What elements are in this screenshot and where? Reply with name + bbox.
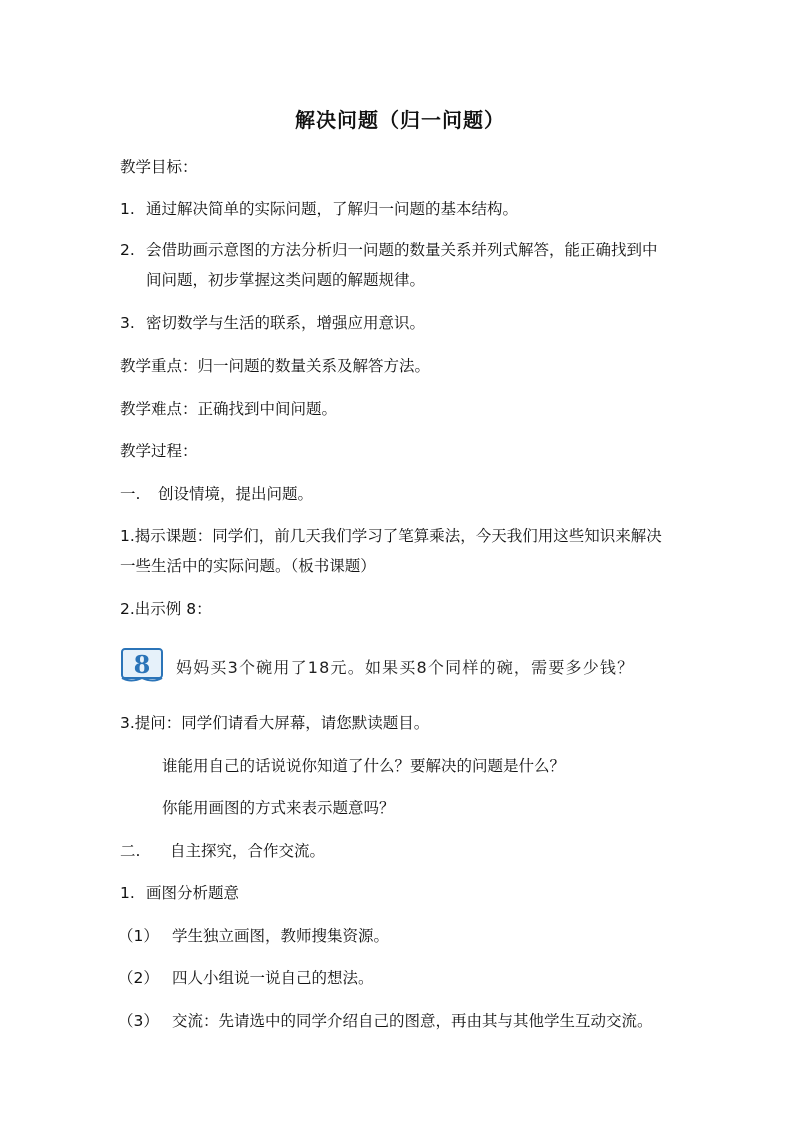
example-badge-icon bbox=[120, 647, 164, 683]
goal-number: 3. bbox=[120, 314, 135, 332]
subsection-number: 1. bbox=[120, 884, 135, 902]
subsection-1 bbox=[120, 883, 239, 903]
list-item-text: 学生独立画图，教师搜集资源。 bbox=[172, 927, 390, 945]
goal-text: 通过解决简单的实际问题，了解归一问题的基本结构。 bbox=[146, 200, 519, 218]
difficulty: 教学难点：正确找到中间问题。 bbox=[120, 400, 338, 418]
question-1: 谁能用自己的话说说你知道了什么？要解决的问题是什么？ bbox=[162, 757, 566, 775]
goal-number: 1. bbox=[120, 200, 135, 218]
list-item-text: 四人小组说一说自己的想法。 bbox=[172, 969, 374, 987]
example-number: 8 bbox=[133, 650, 151, 679]
question-2: 你能用画图的方式来表示题意吗？ bbox=[162, 799, 395, 817]
goal-item-2-continued: 间问题，初步掌握这类问题的解题规律。 bbox=[146, 271, 426, 289]
section-text: 创设情境，提出问题。 bbox=[158, 485, 314, 503]
list-item-number: （3） bbox=[118, 1012, 159, 1030]
process-heading: 教学过程： bbox=[120, 442, 198, 460]
section-number: 二. bbox=[120, 842, 141, 860]
goal-number: 2. bbox=[120, 241, 135, 259]
example-8-box bbox=[120, 645, 680, 687]
key-point: 教学重点：归一问题的数量关系及解答方法。 bbox=[120, 357, 431, 375]
section-number: 一. bbox=[120, 485, 141, 503]
section-2-heading bbox=[120, 841, 325, 861]
step-1-line-1: 1.揭示课题：同学们，前几天我们学习了笔算乘法，今天我们用这些知识来解决 bbox=[120, 527, 662, 545]
goal-item-2 bbox=[120, 240, 658, 260]
list-item-3 bbox=[118, 1011, 653, 1031]
list-item-1 bbox=[118, 926, 389, 946]
goal-item-1 bbox=[120, 199, 518, 219]
section-1-heading bbox=[120, 484, 313, 504]
goals-heading: 教学目标： bbox=[120, 158, 198, 176]
section-text: 自主探究，合作交流。 bbox=[170, 842, 326, 860]
list-item-2 bbox=[118, 968, 374, 988]
example-problem-text: 妈妈买3个碗用了18元。如果买8个同样的碗，需要多少钱？ bbox=[176, 658, 635, 677]
goal-item-3 bbox=[120, 313, 425, 333]
step-1-line-2: 一些生活中的实际问题。（板书课题） bbox=[120, 557, 376, 575]
goal-text: 密切数学与生活的联系，增强应用意识。 bbox=[146, 314, 426, 332]
step-3: 3.提问：同学们请看大屏幕，请您默读题目。 bbox=[120, 714, 430, 732]
goal-text: 会借助画示意图的方法分析归一问题的数量关系并列式解答，能正确找到中 bbox=[146, 241, 658, 259]
step-2: 2.出示例 8： bbox=[120, 600, 212, 618]
list-item-text: 交流：先请选中的同学介绍自己的图意，再由其与其他学生互动交流。 bbox=[172, 1012, 653, 1030]
list-item-number: （2） bbox=[118, 969, 159, 987]
document-title: 解决问题（归一问题） bbox=[295, 108, 505, 132]
subsection-text: 画图分析题意 bbox=[146, 884, 240, 902]
list-item-number: （1） bbox=[118, 927, 159, 945]
